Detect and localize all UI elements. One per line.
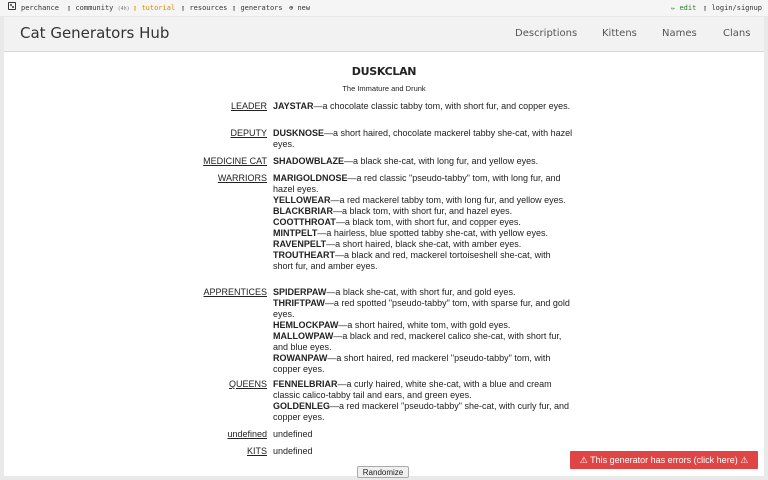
cat-name: YELLOWEAR	[273, 195, 331, 205]
cat-entry	[273, 156, 573, 167]
randomize-button[interactable]: Randomize	[357, 466, 409, 478]
cat-entry	[273, 217, 573, 228]
cat-name: MINTPELT	[273, 228, 318, 238]
cat-name: JAYSTAR	[273, 101, 314, 111]
cat-description: a short haired, red mackerel "pseudo-tabby" tom, with copper eyes.	[273, 353, 551, 374]
cat-entry	[273, 331, 573, 353]
cat-entry	[273, 206, 573, 217]
cat-description: a red mackerel "pseudo-tabby" she-cat, with curly fur, and copper eyes.	[273, 401, 570, 422]
cat-separator: —	[333, 206, 342, 216]
cat-entry	[273, 101, 573, 112]
cat-separator: —	[335, 250, 344, 260]
clan-name: DUSKCLAN	[351, 65, 417, 78]
cat-name: THRIFTPAW	[273, 298, 325, 308]
cat-description: a red mackerel tabby tom, with long fur, and yellow eyes.	[339, 195, 566, 205]
cat-description: a chocolate classic tabby tom, with short fur, and copper eyes.	[322, 101, 571, 111]
cat-description: a black tom, with short fur, and copper eyes.	[344, 217, 521, 227]
generators-label: generators	[240, 4, 283, 12]
login-label: login/signup	[711, 4, 763, 12]
cat-separator: —	[326, 287, 336, 297]
cat-description: undefined	[273, 429, 313, 439]
cat-description: a short haired, black she-cat, with amber eyes.	[335, 239, 522, 249]
cat-name: RAVENPELT	[273, 239, 327, 249]
section-leader	[273, 101, 573, 112]
section-undefined	[273, 429, 573, 440]
tutorial-link[interactable]	[133, 4, 175, 12]
section-label-kits: KITS	[246, 446, 267, 456]
cat-description: a curly haired, white she-cat, with a blue and cream classic calico-tabby tail and ears, and green eyes.	[273, 379, 552, 400]
cat-entry	[273, 250, 573, 272]
top-bar	[0, 0, 768, 16]
cat-name: HEMLOCKPAW	[273, 320, 339, 330]
cat-entry	[273, 320, 573, 331]
book-icon: ▯	[133, 4, 138, 12]
cat-description: a short haired, chocolate mackerel tabby she-cat, with hazel eyes.	[273, 128, 573, 149]
section-deputy	[273, 128, 573, 150]
cat-description: a black tom, with short fur, and hazel eyes.	[342, 206, 513, 216]
cat-name: ROWANPAW	[273, 353, 328, 363]
cat-separator: —	[344, 156, 353, 166]
generator-output	[4, 52, 764, 476]
cat-separator: —	[335, 217, 345, 227]
community-link[interactable]	[67, 4, 130, 12]
cat-separator: —	[326, 239, 336, 249]
section-label-warriors: WARRIORS	[217, 173, 267, 183]
cat-separator: —	[337, 379, 347, 389]
cat-entry	[273, 195, 573, 206]
perchance-link[interactable]: perchance	[21, 4, 59, 12]
login-link[interactable]	[703, 4, 762, 12]
cat-name: SHADOWBLAZE	[273, 156, 344, 166]
cat-name: TROUTHEART	[273, 250, 335, 260]
cat-entry	[273, 298, 573, 320]
new-label: new	[297, 4, 311, 12]
cat-description: undefined	[273, 446, 313, 456]
resources-label: resources	[189, 4, 228, 12]
plus-icon: ⊕	[289, 4, 294, 12]
nav-kittens[interactable]: Kittens	[602, 28, 637, 39]
cat-name: FENNELBRIAR	[273, 379, 338, 389]
cat-separator: —	[347, 173, 357, 183]
cat-separator: —	[330, 401, 340, 411]
cat-description: a red spotted "pseudo-tabby" tom, with sparse fur, and gold eyes.	[273, 298, 570, 319]
cat-separator: —	[313, 101, 323, 111]
section-label-medicine-cat: MEDICINE CAT	[203, 156, 267, 166]
community-count: (4h)	[117, 6, 130, 12]
cat-description: a black she-cat, with long fur, and yellow eyes.	[353, 156, 539, 166]
cat-entry	[273, 429, 573, 440]
pencil-icon: ✏	[671, 4, 676, 12]
clan-subtitle: The Immature and Drunk	[342, 84, 426, 93]
cat-description: a black and red, mackerel calico she-cat, with short fur, and blue eyes.	[273, 331, 562, 352]
cat-name: BLACKBRIAR	[273, 206, 333, 216]
cat-entry	[273, 128, 573, 150]
cat-description: a black she-cat, with short fur, and gold eyes.	[335, 287, 516, 297]
cat-name: COOTTHROAT	[273, 217, 336, 227]
cat-separator: —	[324, 128, 334, 138]
cat-entry	[273, 353, 573, 375]
error-banner[interactable]: ⚠ This generator has errors (click here) ⚠	[570, 451, 758, 469]
cat-name: SPIDERPAW	[273, 287, 327, 297]
folder-icon: ▯	[181, 4, 186, 12]
list-icon: ▯	[232, 4, 237, 12]
user-icon: ▯	[703, 4, 708, 12]
cat-separator: —	[324, 298, 334, 308]
chat-icon: ▯	[67, 4, 72, 12]
section-kits	[273, 446, 573, 457]
nav-names[interactable]: Names	[662, 28, 697, 39]
dice-icon[interactable]	[8, 2, 16, 10]
cat-name: GOLDENLEG	[273, 401, 331, 411]
site-title: Cat Generators Hub	[20, 24, 170, 42]
tutorial-label: tutorial	[141, 4, 176, 12]
section-label-apprentices: APPRENTICES	[203, 287, 267, 297]
cat-entry	[273, 239, 573, 250]
cat-name: MARIGOLDNOSE	[273, 173, 348, 183]
community-label: community	[75, 4, 114, 12]
cat-entry	[273, 446, 573, 457]
nav-descriptions[interactable]: Descriptions	[515, 28, 578, 39]
cat-description: a short haired, white tom, with gold eyes.	[347, 320, 511, 330]
edit-link[interactable]	[671, 4, 696, 12]
cat-separator: —	[338, 320, 348, 330]
cat-name: MALLOWPAW	[273, 331, 334, 341]
nav-clans[interactable]: Clans	[723, 28, 751, 39]
cat-description: a hairless, blue spotted tabby she-cat, with yellow eyes.	[326, 228, 548, 238]
cat-entry	[273, 287, 573, 298]
section-label-deputy: DEPUTY	[230, 128, 267, 138]
cat-separator: —	[317, 228, 327, 238]
section-medicine-cat	[273, 156, 573, 167]
section-apprentices	[273, 287, 573, 375]
cat-name: DUSKNOSE	[273, 128, 325, 138]
edit-label: edit	[679, 4, 697, 12]
cat-description: a red classic "pseudo-tabby" tom, with long fur, and hazel eyes.	[273, 173, 561, 194]
site-header	[4, 17, 764, 52]
section-warriors	[273, 173, 573, 272]
section-queens	[273, 379, 573, 423]
resources-link[interactable]	[181, 4, 227, 12]
cat-description: a black and red, mackerel tortoiseshell she-cat, with short fur, and amber eyes.	[273, 250, 551, 271]
generators-link[interactable]	[232, 4, 283, 12]
cat-separator: —	[327, 353, 337, 363]
cat-entry	[273, 401, 573, 423]
cat-entry	[273, 379, 573, 401]
cat-separator: —	[333, 331, 343, 341]
section-label-queens: QUEENS	[228, 379, 267, 389]
section-label-leader: LEADER	[230, 101, 267, 111]
section-label-undefined: undefined	[227, 429, 267, 439]
new-link[interactable]	[289, 4, 310, 12]
cat-separator: —	[330, 195, 340, 205]
cat-entry	[273, 173, 573, 195]
cat-entry	[273, 228, 573, 239]
